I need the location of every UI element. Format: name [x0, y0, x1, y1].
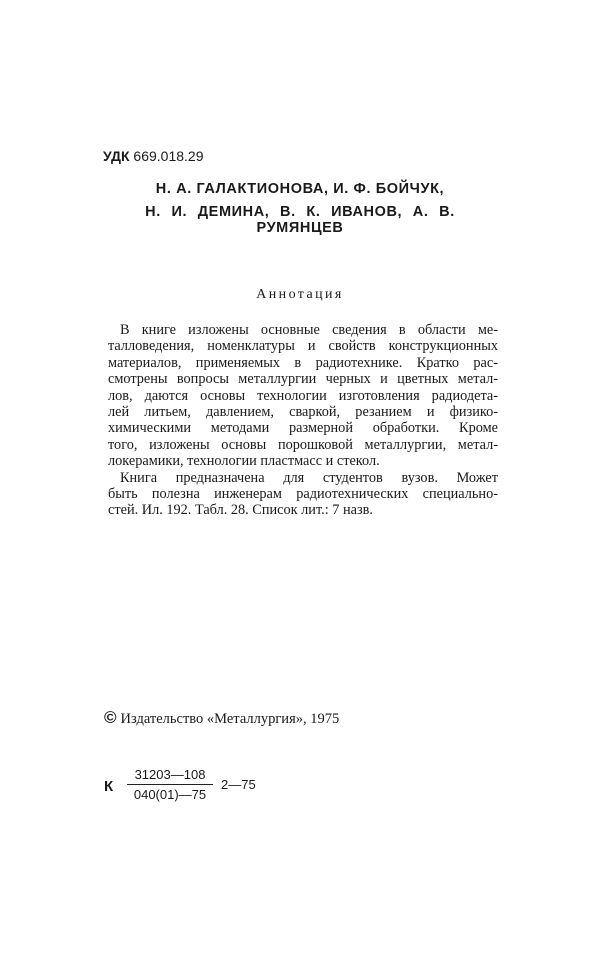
index-numerator: 31203—108	[127, 767, 213, 785]
annotation-line: локерамики, технологии пластмасс и стекол.	[108, 453, 380, 470]
authors-line-1: Н. А. ГАЛАКТИОНОВА, И. Ф. БОЙЧУК,	[155, 181, 445, 197]
annotation-line: материалов, применяемых в радиотехнике. Кратко рас-	[108, 354, 498, 371]
annotation-line: Книга предназначена для студентов вузов. Может	[120, 469, 498, 486]
annotation-line: лей литьем, давлением, сваркой, резанием и физико-	[108, 403, 498, 420]
copyright-line	[104, 708, 339, 728]
udk-number: 669.018.29	[133, 148, 204, 164]
annotation-line: лов, даются основы технологии изготовления радиодета-	[108, 387, 498, 404]
annotation-heading: Аннотация	[256, 287, 344, 302]
annotation-line: быть полезна инженерам радиотехнических специально-	[108, 485, 498, 502]
annotation-body	[108, 322, 498, 519]
annotation-line: химическими методами размерной обработки. Кроме	[108, 420, 498, 437]
annotation-line: В книге изложены основные сведения в области ме-	[120, 322, 498, 338]
index-fraction	[127, 767, 213, 802]
udk-label: УДК	[103, 148, 130, 164]
annotation-line: стей. Ил. 192. Табл. 28. Список лит.: 7 назв.	[108, 502, 373, 519]
udk-code	[103, 148, 204, 164]
index-letter: К	[104, 778, 114, 795]
index-denominator: 040(01)—75	[133, 787, 207, 802]
annotation-line: талловедения, номенклатуры и свойств конструкционных	[108, 338, 498, 355]
copyright-text: Издательство «Металлургия», 1975	[120, 711, 340, 727]
annotation-line: смотрены вопросы металлургии черных и цветных метал-	[108, 371, 498, 388]
authors-line-2: Н. И. ДЕМИНА, В. К. ИВАНОВ, А. В. РУМЯНЦЕВ	[145, 204, 455, 236]
copyright-icon: ©	[104, 708, 117, 727]
index-suffix: 2—75	[221, 777, 256, 792]
annotation-line: того, изложены основы порошковой металлургии, метал-	[108, 436, 498, 453]
